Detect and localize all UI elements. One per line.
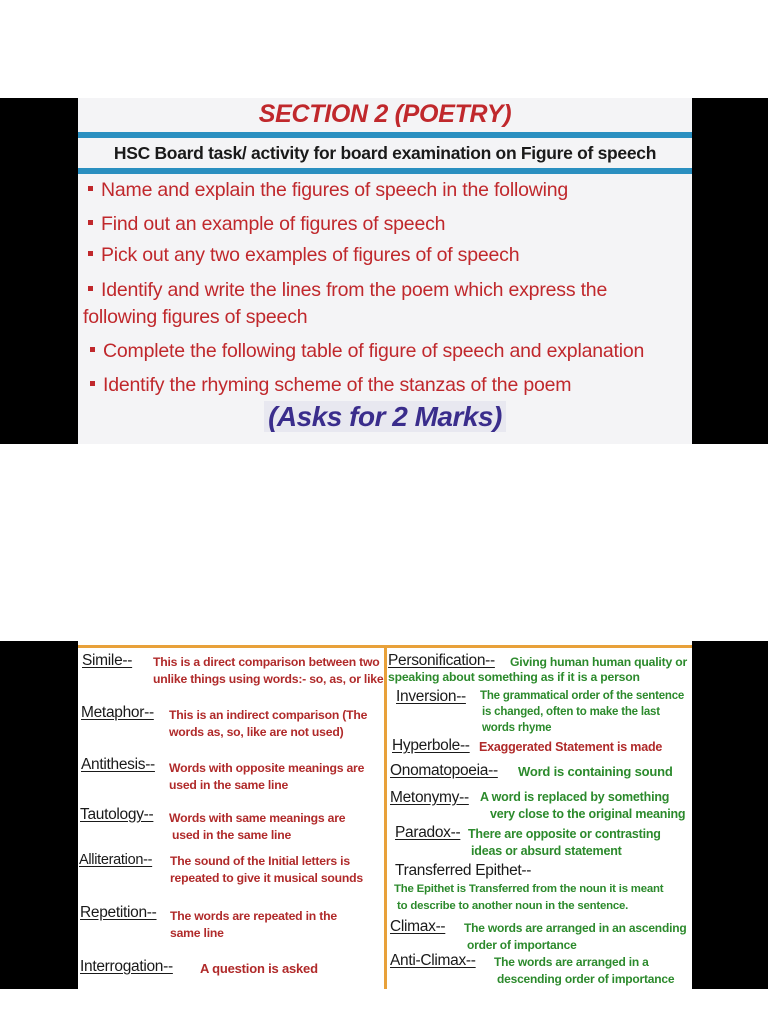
definition-personification: Giving human human quality or [510,655,688,669]
task-item [88,179,568,202]
task-text: Identify and write the lines from the poem which express the [101,279,608,301]
term-metaphor: Metaphor-- [81,704,154,721]
band-line-bottom [78,168,692,174]
task-item [88,213,445,236]
task-text: Pick out any two examples of figures of of speech [101,244,520,266]
term-personification: Personification-- [388,652,495,669]
term-anti-climax: Anti-Climax-- [390,952,476,969]
letterbox-left-top [0,98,78,444]
bullet-icon [90,381,95,386]
term-tautology: Tautology-- [80,806,154,823]
definition-metaphor: This is an indirect comparison (The words as, so, like are not used) [169,708,368,739]
term-transferred-epithet: Transferred Epithet-- [395,862,532,879]
definition-paradox: There are opposite or contrasting ideas or absurd statement [468,827,661,858]
task-text: Name and explain the figures of speech in the following [101,179,569,201]
bullet-icon [90,347,95,352]
task-item [88,244,519,267]
definition-anti-climax: The words are arranged in a descending order of importance [494,955,675,986]
task-item [88,279,607,302]
letterbox-left-bottom [0,641,78,989]
term-metonymy: Metonymy-- [390,789,469,806]
definition-alliteration: The sound of the Initial letters is repeated to give it musical sounds [170,854,363,885]
task-text: Find out an example of figures of speech [101,213,446,235]
term-paradox: Paradox-- [395,824,461,841]
bullet-icon [88,220,93,225]
marks-text: (Asks for 2 Marks) [264,401,506,432]
term-antithesis: Antithesis-- [81,756,155,773]
band-line-top [78,132,692,138]
definition-metonymy: A word is replaced by something very close to the original meaning [480,790,686,821]
marks-label [78,401,692,433]
task-text: Identify the rhyming scheme of the stanzas of the poem [103,374,572,396]
term-climax: Climax-- [390,918,446,935]
term-repetition: Repetition-- [80,904,157,921]
definition-interrogation: A question is asked [200,961,318,976]
subtitle-band [78,132,692,176]
bullet-icon [88,286,93,291]
term-hyperbole: Hyperbole-- [392,737,470,754]
definition-climax: The words are arranged in an ascending order of importance [464,921,687,952]
term-inversion: Inversion-- [396,688,466,705]
definition-personification-cont: speaking about something as if it is a person [388,670,640,684]
definition-transferred-epithet: The Epithet is Transferred from the noun it is meant to describe to another noun in the sentence. [394,883,664,912]
definition-antithesis: Words with opposite meanings are used in the same line [169,761,365,792]
definition-simile: This is a direct comparison between two unlike things using words:- so, as, or like [153,655,384,686]
term-onomatopoeia: Onomatopoeia-- [390,762,498,779]
task-text: following figures of speech [83,306,308,328]
letterbox-right-bottom [692,641,768,989]
slide-figures-of-speech [78,641,692,989]
term-interrogation: Interrogation-- [80,958,173,975]
slide-title: SECTION 2 (POETRY) [258,100,512,128]
definition-inversion: The grammatical order of the sentence is changed, often to make the last words rhyme [480,690,685,734]
term-simile: Simile-- [82,652,133,669]
task-item [90,374,571,397]
task-item [90,340,644,363]
definition-hyperbole: Exaggerated Statement is made [479,740,663,754]
definition-onomatopoeia: Word is containing sound [518,764,673,779]
definition-repetition: The words are repeated in the same line [170,909,337,940]
task-item-continued [83,306,307,329]
definition-tautology: Words with same meanings are used in the same line [169,811,346,842]
letterbox-right-top [692,98,768,444]
slide-poetry-tasks [78,98,692,444]
bullet-icon [88,251,93,256]
term-alliteration: Alliteration-- [79,852,153,868]
slide-subtitle: HSC Board task/ activity for board examination on Figure of speech [113,143,657,163]
task-text: Complete the following table of figure of speech and explanation [103,340,645,362]
bullet-icon [88,186,93,191]
column-divider [384,645,387,989]
